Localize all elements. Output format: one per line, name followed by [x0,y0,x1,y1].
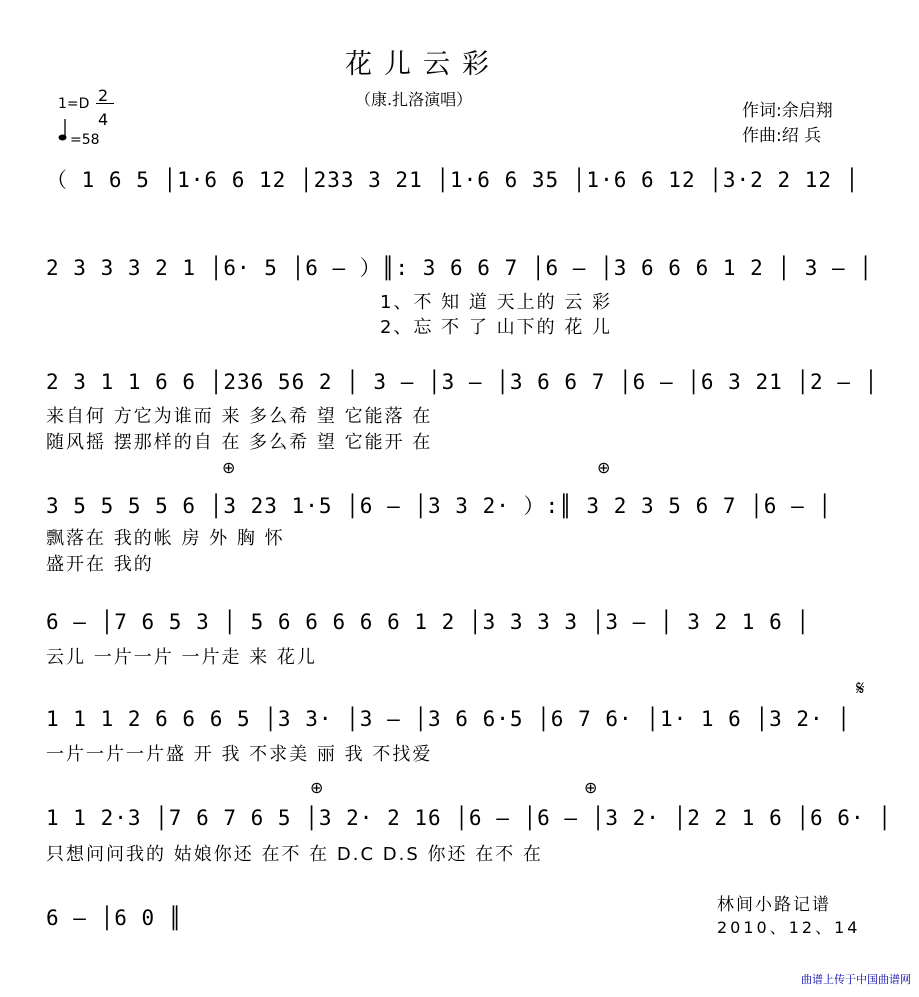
notation-row: 1 1 2·3 │7 6 7 6 5 │3 2· 2 16 │6 — │6 — │3 2· │2 2 1 6 │6 6· │ [46,806,892,830]
notation-row: 3 5 5 5 5 6 │3 23 1·5 │6 — │3 3 2· ）:║ 3 2 3 5 6 7 │6 — │ [46,494,833,518]
lyric-line: 来自何 方它为谁而 来 多么希 望 它能落 在 [46,406,433,427]
segno-icon: 𝄋 [856,676,865,700]
notation-row: 6 — │7 6 5 3 │ 5 6 6 6 6 6 1 2 │3 3 3 3 │3 — │ 3 2 1 6 │ [46,610,811,634]
transcription-date: 2010、12、14 [717,918,861,937]
lyric-line: 1、不 知 道 天上的 云 彩 [380,292,613,313]
tempo-marking: =58 [70,132,100,148]
notation-row: 2 3 3 3 2 1 │6· 5 │6 — ）║: 3 6 6 7 │6 — │3 6 6 6 1 2 │ 3 — │ [46,256,873,280]
time-signature-top: 2 [98,86,109,105]
notation-row: 2 3 1 1 6 6 │236 56 2 │ 3 — │3 — │3 6 6 7 │6 — │6 3 21 │2 — │ [46,370,879,394]
lyric-line: 盛开在 我的 [46,554,154,575]
lyric-line: 随风摇 摆那样的自 在 多么希 望 它能开 在 [46,432,433,453]
key-signature: 1=D [58,96,90,112]
coda-icon: ⊕ [310,778,324,797]
composer-credit: 作曲:绍 兵 [742,126,822,146]
source-footer: 曲谱上传于中国曲谱网 [801,973,911,986]
notation-row: 1 1 1 2 6 6 6 5 │3 3· │3 — │3 6 6·5 │6 7 6· │1· 1 6 │3 2· │ [46,707,851,731]
lyric-line: 一片一片一片盛 开 我 不求美 丽 我 不找爱 [46,744,433,765]
time-signature-divider [96,103,114,104]
coda-icon: ⊕ [222,458,236,477]
page-title: 花儿云彩 [345,49,501,80]
transcriber-credit: 林间小路记谱 [717,895,831,915]
coda-icon: ⊕ [597,458,611,477]
subtitle: （康.扎洛演唱） [355,90,473,109]
notation-row: （ 1 6 5 │1·6 6 12 │233 3 21 │1·6 6 35 │1·6 6 12 │3·2 2 12 │ [46,168,860,192]
lyric-line: 飘落在 我的帐 房 外 胸 怀 [46,528,285,549]
time-signature-bottom: 4 [98,110,109,129]
lyricist-credit: 作词:余启翔 [742,101,833,121]
lyric-line: 云儿 一片一片 一片走 来 花儿 [46,647,317,668]
lyric-line: 只想问问我的 姑娘你还 在不 在 D.C D.S 你还 在不 在 [46,844,543,865]
quarter-note-icon [58,118,68,142]
notation-row: 6 — │6 0 ║ [46,906,183,930]
lyric-line: 2、忘 不 了 山下的 花 儿 [380,317,613,338]
coda-icon: ⊕ [584,778,598,797]
